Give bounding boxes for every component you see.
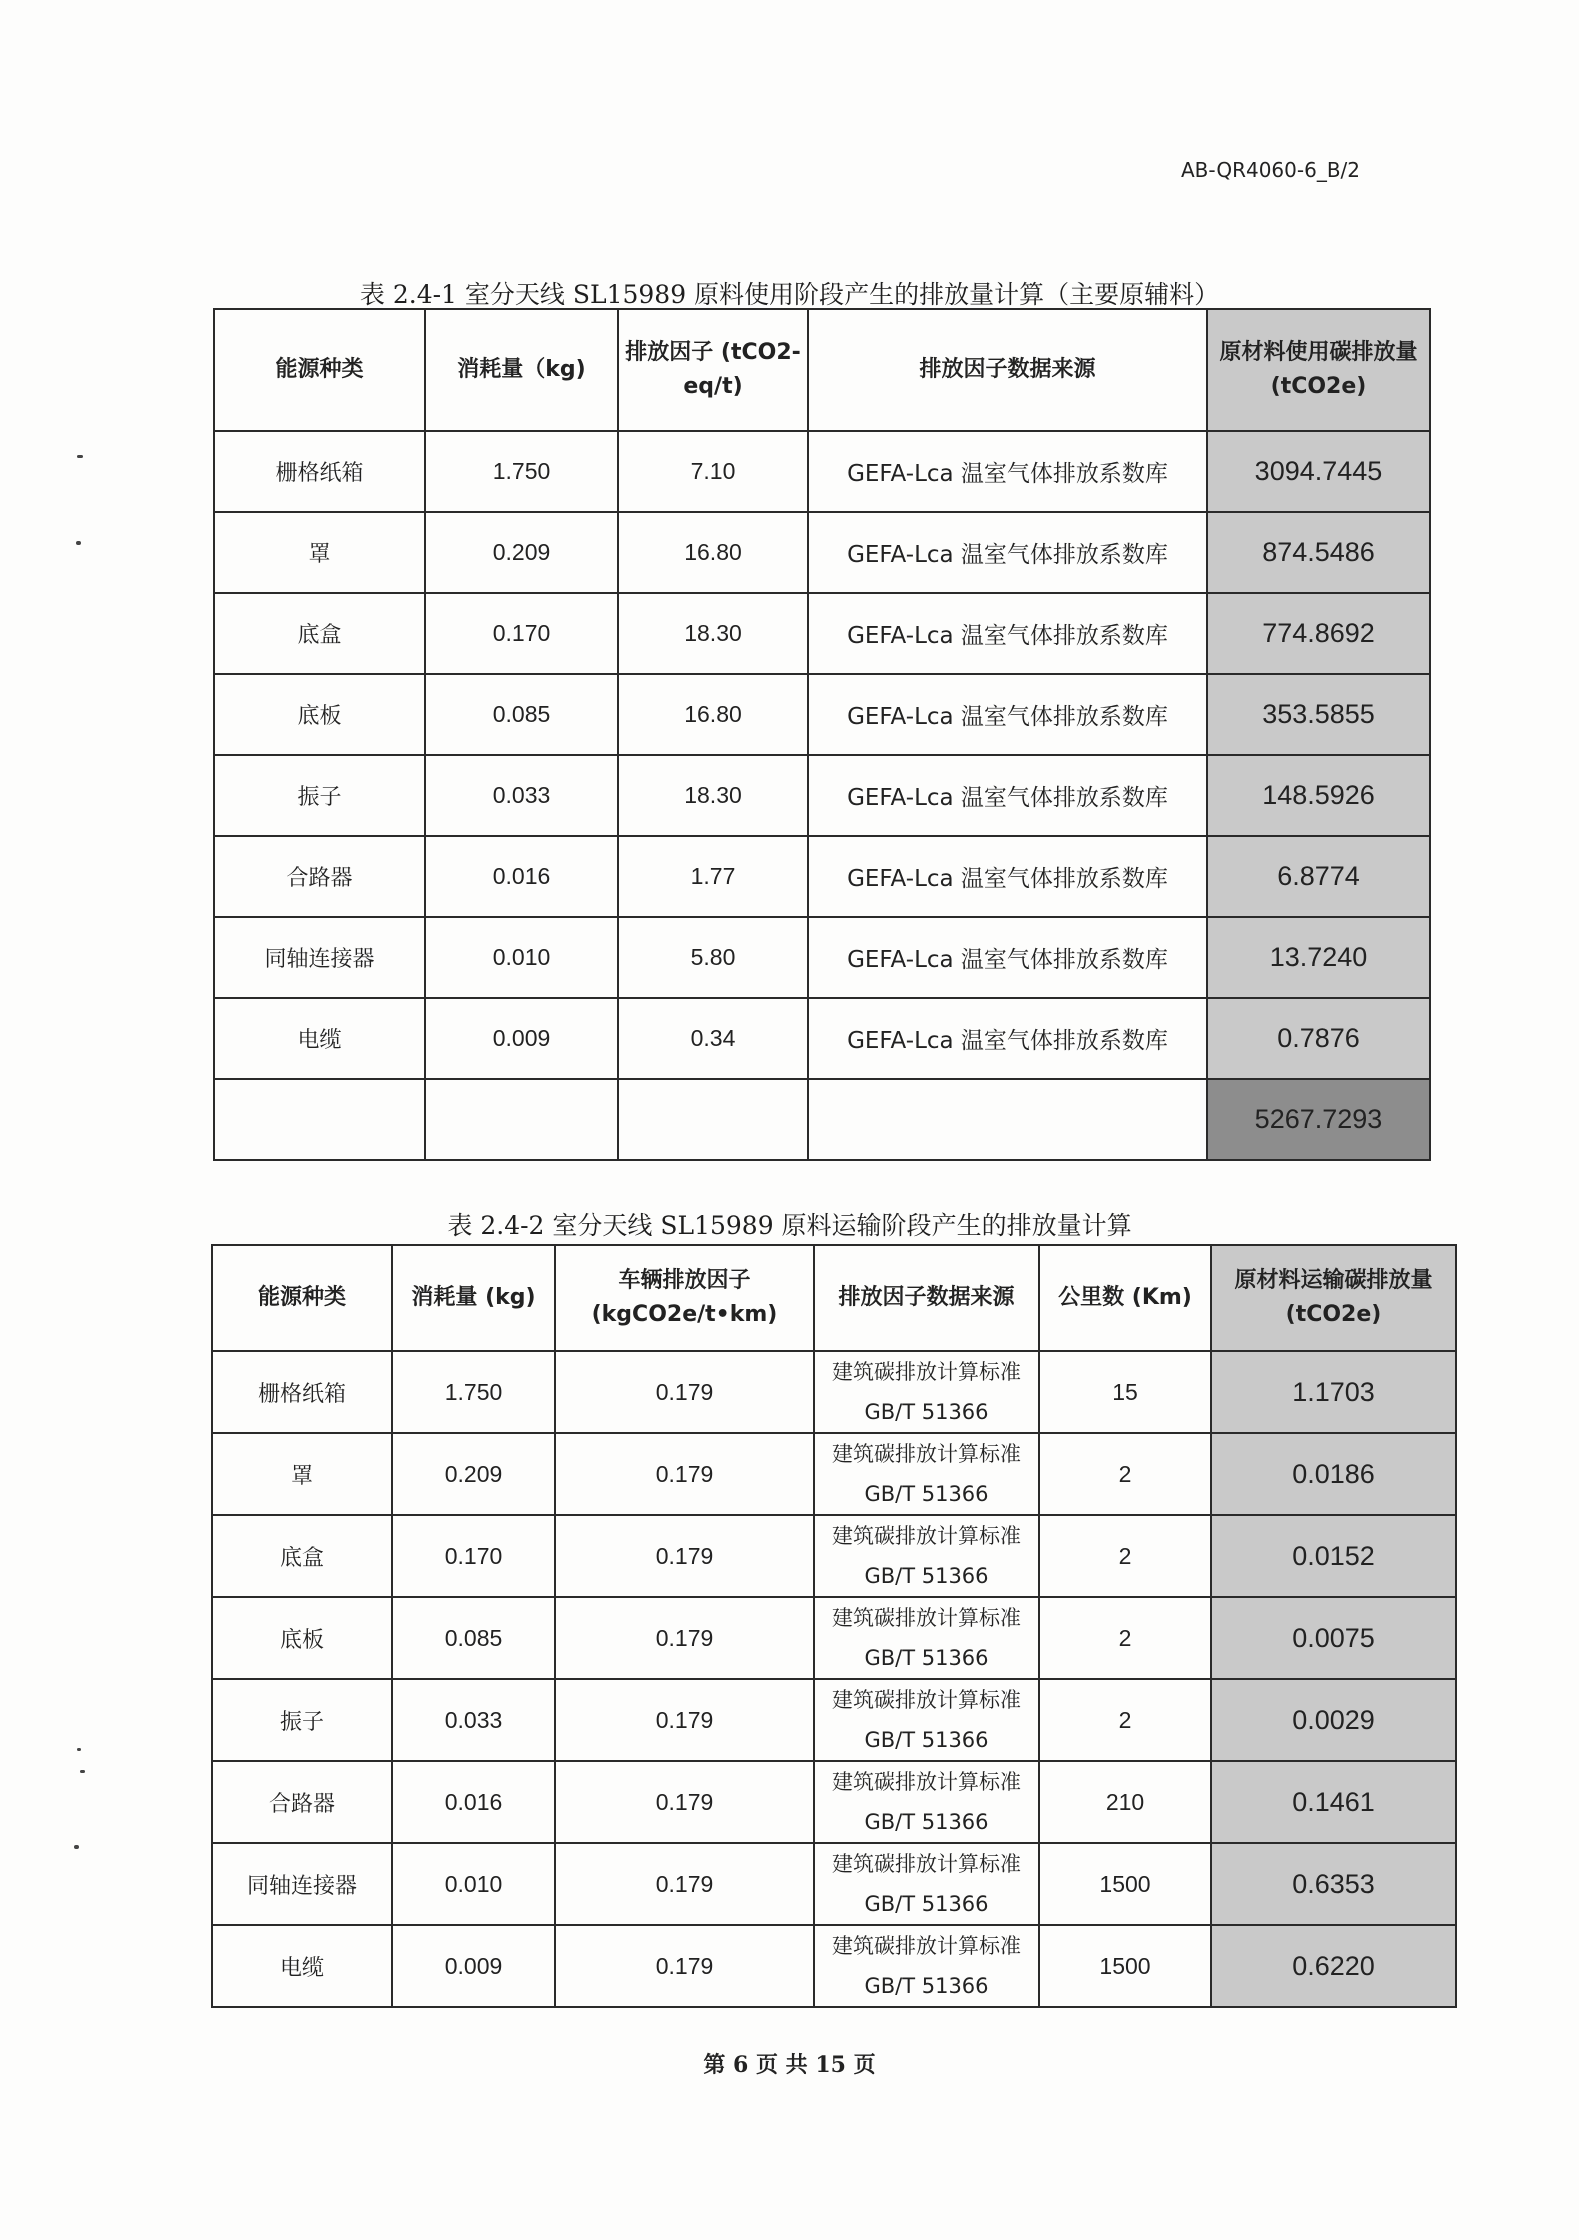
header-distance: 公里数 (Km) [1039,1245,1211,1351]
header-vehicle-factor: 车辆排放因子 (kgCO2e/t•km) [555,1245,814,1351]
cell-qty: 0.209 [425,512,618,593]
cell-source: GEFA-Lca 温室气体排放系数库 [808,512,1207,593]
cell-source: 建筑碳排放计算标准 GB/T 51366 [814,1433,1039,1515]
table-row [212,1515,1456,1597]
cell-qty: 0.170 [425,593,618,674]
cell-result: 0.0075 [1211,1597,1456,1679]
cell-name: 栅格纸箱 [212,1351,392,1433]
cell-result: 1.1703 [1211,1351,1456,1433]
table-row [214,998,1430,1079]
cell-qty: 0.085 [425,674,618,755]
cell-empty [425,1079,618,1160]
cell-km: 1500 [1039,1843,1211,1925]
cell-qty: 0.085 [392,1597,555,1679]
scan-speck [76,541,81,545]
scan-speck [80,1770,85,1773]
cell-name: 同轴连接器 [212,1843,392,1925]
document-code: AB-QR4060-6_B/2 [1180,158,1360,182]
cell-source: GEFA-Lca 温室气体排放系数库 [808,674,1207,755]
cell-factor: 0.34 [618,998,808,1079]
cell-result: 148.5926 [1207,755,1430,836]
cell-source: 建筑碳排放计算标准 GB/T 51366 [814,1351,1039,1433]
cell-factor: 0.179 [555,1761,814,1843]
header-energy-type: 能源种类 [214,309,425,431]
cell-km: 210 [1039,1761,1211,1843]
cell-factor: 1.77 [618,836,808,917]
table-row [212,1761,1456,1843]
cell-factor: 0.179 [555,1925,814,2007]
cell-result: 0.6353 [1211,1843,1456,1925]
table-row [212,1679,1456,1761]
cell-km: 2 [1039,1597,1211,1679]
transport-emission-table [211,1244,1457,2008]
table-total-row [214,1079,1430,1160]
cell-source: 建筑碳排放计算标准 GB/T 51366 [814,1597,1039,1679]
cell-empty [618,1079,808,1160]
table-header-row [212,1245,1456,1351]
cell-empty [808,1079,1207,1160]
header-usage-emission: 原材料使用碳排放量 (tCO2e) [1207,309,1430,431]
cell-km: 2 [1039,1433,1211,1515]
table-row [212,1597,1456,1679]
cell-factor: 7.10 [618,431,808,512]
header-transport-emission: 原材料运输碳排放量 (tCO2e) [1211,1245,1456,1351]
cell-source: 建筑碳排放计算标准 GB/T 51366 [814,1515,1039,1597]
table1-caption: 表 2.4-1 室分天线 SL15989 原料使用阶段产生的排放量计算（主要原辅料） [359,280,1220,309]
cell-name: 罩 [212,1433,392,1515]
cell-factor: 16.80 [618,512,808,593]
cell-result: 0.0186 [1211,1433,1456,1515]
table-row [214,917,1430,998]
usage-emission-table [213,308,1431,1161]
cell-km: 2 [1039,1515,1211,1597]
cell-source: GEFA-Lca 温室气体排放系数库 [808,593,1207,674]
table2-caption: 表 2.4-2 室分天线 SL15989 原料运输阶段产生的排放量计算 [447,1211,1132,1240]
cell-factor: 0.179 [555,1597,814,1679]
scan-speck [74,1845,79,1849]
cell-source: 建筑碳排放计算标准 GB/T 51366 [814,1843,1039,1925]
cell-source: 建筑碳排放计算标准 GB/T 51366 [814,1925,1039,2007]
scan-speck [77,1748,81,1751]
cell-result: 0.6220 [1211,1925,1456,2007]
cell-factor: 18.30 [618,593,808,674]
cell-factor: 0.179 [555,1433,814,1515]
table-row [214,431,1430,512]
table-row [212,1843,1456,1925]
table-row [214,674,1430,755]
cell-qty: 1.750 [425,431,618,512]
cell-result: 774.8692 [1207,593,1430,674]
cell-qty: 0.016 [425,836,618,917]
cell-name: 振子 [214,755,425,836]
cell-source: 建筑碳排放计算标准 GB/T 51366 [814,1679,1039,1761]
cell-qty: 0.010 [392,1843,555,1925]
cell-source: 建筑碳排放计算标准 GB/T 51366 [814,1761,1039,1843]
cell-result: 6.8774 [1207,836,1430,917]
cell-name: 合路器 [212,1761,392,1843]
cell-qty: 0.010 [425,917,618,998]
cell-result: 0.0029 [1211,1679,1456,1761]
header-energy-type: 能源种类 [212,1245,392,1351]
cell-factor: 0.179 [555,1515,814,1597]
table-row [214,836,1430,917]
cell-factor: 0.179 [555,1351,814,1433]
table-row [212,1925,1456,2007]
cell-qty: 0.009 [425,998,618,1079]
cell-result: 0.0152 [1211,1515,1456,1597]
cell-factor: 16.80 [618,674,808,755]
table-row [214,593,1430,674]
cell-factor: 0.179 [555,1843,814,1925]
scan-speck [77,455,83,458]
header-consumption: 消耗量（kg) [425,309,618,431]
table-row [214,755,1430,836]
cell-name: 底板 [212,1597,392,1679]
cell-name: 底盒 [212,1515,392,1597]
cell-qty: 0.016 [392,1761,555,1843]
cell-name: 电缆 [214,998,425,1079]
cell-name: 栅格纸箱 [214,431,425,512]
cell-result: 13.7240 [1207,917,1430,998]
cell-qty: 0.033 [425,755,618,836]
cell-source: GEFA-Lca 温室气体排放系数库 [808,755,1207,836]
table-row [212,1351,1456,1433]
cell-name: 同轴连接器 [214,917,425,998]
table-row [212,1433,1456,1515]
cell-factor: 5.80 [618,917,808,998]
cell-factor: 0.179 [555,1679,814,1761]
cell-km: 1500 [1039,1925,1211,2007]
cell-qty: 0.209 [392,1433,555,1515]
cell-result: 353.5855 [1207,674,1430,755]
cell-result: 874.5486 [1207,512,1430,593]
cell-result: 0.1461 [1211,1761,1456,1843]
cell-name: 罩 [214,512,425,593]
cell-empty [214,1079,425,1160]
cell-factor: 18.30 [618,755,808,836]
cell-total: 5267.7293 [1207,1079,1430,1160]
header-consumption: 消耗量 (kg) [392,1245,555,1351]
cell-result: 0.7876 [1207,998,1430,1079]
cell-qty: 0.170 [392,1515,555,1597]
cell-name: 底板 [214,674,425,755]
page-footer: 第 6 页 共 15 页 [703,2052,876,2078]
cell-qty: 0.033 [392,1679,555,1761]
cell-km: 15 [1039,1351,1211,1433]
table-header-row [214,309,1430,431]
cell-name: 振子 [212,1679,392,1761]
cell-source: GEFA-Lca 温室气体排放系数库 [808,998,1207,1079]
cell-result: 3094.7445 [1207,431,1430,512]
header-emission-factor: 排放因子 (tCO2-eq/t) [618,309,808,431]
cell-km: 2 [1039,1679,1211,1761]
table-row [214,512,1430,593]
cell-source: GEFA-Lca 温室气体排放系数库 [808,836,1207,917]
header-factor-source: 排放因子数据来源 [814,1245,1039,1351]
cell-name: 底盒 [214,593,425,674]
cell-source: GEFA-Lca 温室气体排放系数库 [808,917,1207,998]
cell-name: 电缆 [212,1925,392,2007]
header-factor-source: 排放因子数据来源 [808,309,1207,431]
cell-name: 合路器 [214,836,425,917]
cell-qty: 1.750 [392,1351,555,1433]
cell-qty: 0.009 [392,1925,555,2007]
cell-source: GEFA-Lca 温室气体排放系数库 [808,431,1207,512]
